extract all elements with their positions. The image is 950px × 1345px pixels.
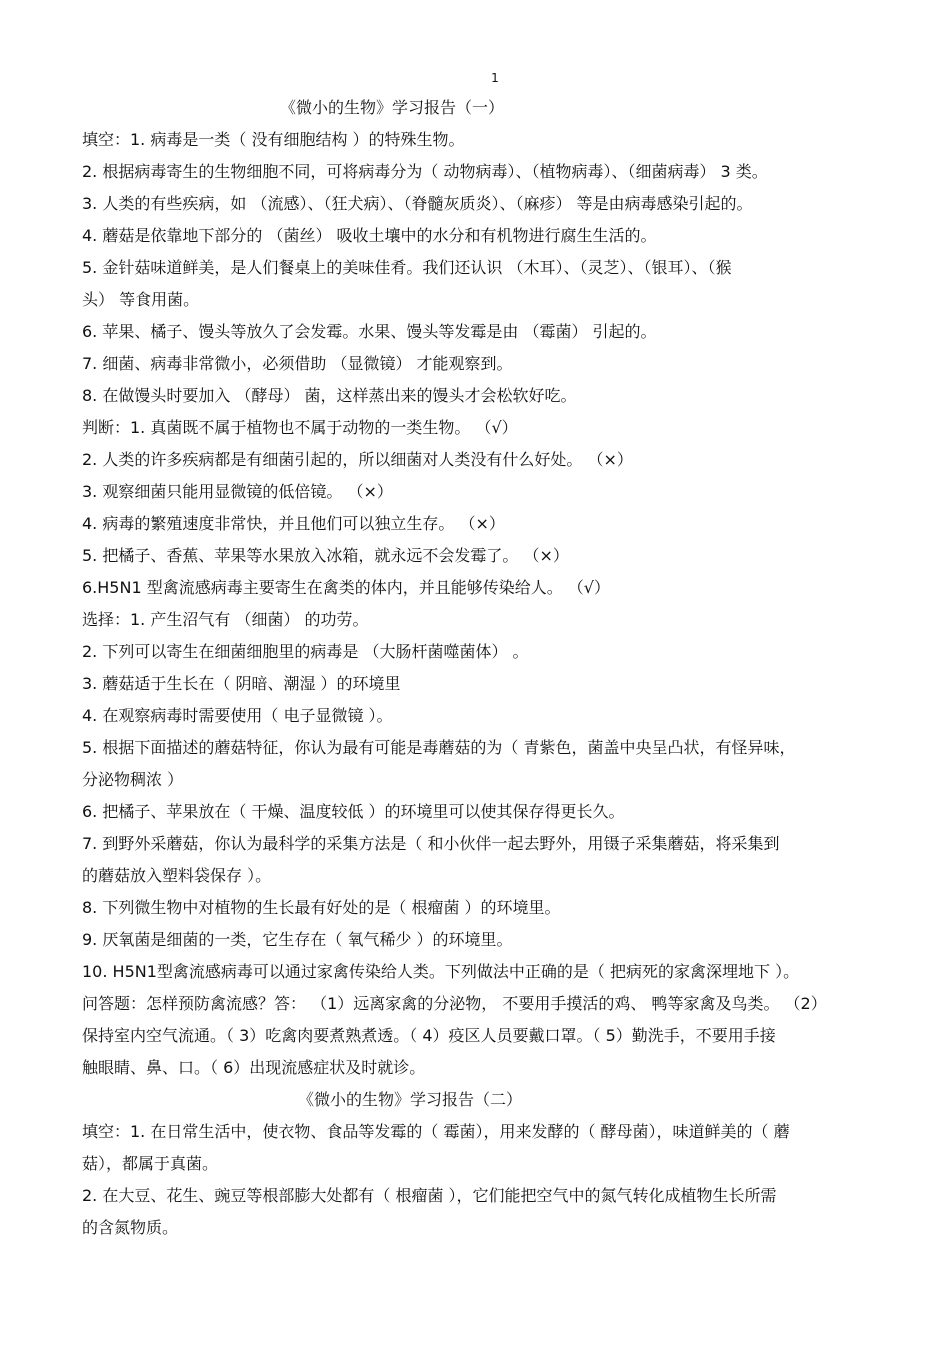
- report-1-line: 头） 等食用菌。: [82, 290, 200, 309]
- report-1-line: 4. 蘑菇是依靠地下部分的 （菌丝） 吸收土壤中的水分和有机物进行腐生生活的。: [82, 226, 657, 245]
- report-1-line: 4. 病毒的繁殖速度非常快，并且他们可以独立生存。 （×）: [82, 514, 505, 533]
- report-1-line: 5. 金针菇味道鲜美，是人们餐桌上的美味佳肴。我们还认识 （木耳）、（灵芝）、（银耳）、（猴: [82, 258, 732, 277]
- report-1-line: 5. 根据下面描述的蘑菇特征，你认为最有可能是毒蘑菇的为（ 青紫色，菌盖中央呈凸状，有怪异味，: [82, 738, 796, 757]
- report-1-line: 填空：1. 病毒是一类（ 没有细胞结构 ）的特殊生物。: [82, 130, 465, 149]
- report-1-line: 问答题：怎样预防禽流感？答： （1）远离家禽的分泌物， 不要用手摸活的鸡、 鸭等家禽及鸟类。 （2）: [82, 994, 827, 1013]
- report-1-line: 2. 人类的许多疾病都是有细菌引起的，所以细菌对人类没有什么好处。 （×）: [82, 450, 633, 469]
- report-1-line: 3. 人类的有些疾病，如 （流感）、（狂犬病）、（脊髓灰质炎）、（麻疹） 等是由病毒感染引起的。: [82, 194, 753, 213]
- report-1-line: 3. 观察细菌只能用显微镜的低倍镜。 （×）: [82, 482, 393, 501]
- report-1-line: 3. 蘑菇适于生长在（ 阴暗、潮湿 ）的环境里: [82, 674, 401, 693]
- report-1-title: 《微小的生物》学习报告（一）: [280, 98, 505, 117]
- report-1-line: 2. 下列可以寄生在细菌细胞里的病毒是 （大肠杆菌噬菌体） 。: [82, 642, 529, 661]
- report-1-line: 8. 下列微生物中对植物的生长最有好处的是（ 根瘤菌 ）的环境里。: [82, 898, 561, 917]
- report-1-line: 7. 细菌、病毒非常微小，必须借助 （显微镜） 才能观察到。: [82, 354, 513, 373]
- report-1-line: 5. 把橘子、香蕉、苹果等水果放入冰箱，就永远不会发霉了。 （×）: [82, 546, 569, 565]
- report-1-line: 的蘑菇放入塑料袋保存 ）。: [82, 866, 272, 885]
- report-1-line: 8. 在做馒头时要加入 （酵母） 菌，这样蒸出来的馒头才会松软好吃。: [82, 386, 577, 405]
- report-1-line: 判断：1. 真菌既不属于植物也不属于动物的一类生物。 （√）: [82, 418, 518, 437]
- report-1-line: 6.H5N1 型禽流感病毒主要寄生在禽类的体内，并且能够传染给人。 （√）: [82, 578, 610, 597]
- report-1-line: 触眼睛、鼻、口。（ 6）出现流感症状及时就诊。: [82, 1058, 426, 1077]
- report-1-line: 2. 根据病毒寄生的生物细胞不同，可将病毒分为（ 动物病毒）、（植物病毒）、（细菌病毒） 3 类。: [82, 162, 768, 181]
- report-1-line: 7. 到野外采蘑菇，你认为最科学的采集方法是（ 和小伙伴一起去野外，用镊子采集蘑菇，将采集到: [82, 834, 780, 853]
- report-2-line: 2. 在大豆、花生、豌豆等根部膨大处都有（ 根瘤菌 ），它们能把空气中的氮气转化成植物生长所需: [82, 1186, 777, 1205]
- report-1-line: 9. 厌氧菌是细菌的一类，它生存在（ 氧气稀少 ）的环境里。: [82, 930, 513, 949]
- report-1-line: 选择：1. 产生沼气有 （细菌） 的功劳。: [82, 610, 369, 629]
- report-1-line: 6. 把橘子、苹果放在（ 干燥、温度较低 ）的环境里可以使其保存得更长久。: [82, 802, 625, 821]
- report-2-line: 填空：1. 在日常生活中，使衣物、食品等发霉的（ 霉菌），用来发酵的（ 酵母菌），味道鲜美的（ 蘑: [82, 1122, 790, 1141]
- report-2-line: 菇），都属于真菌。: [82, 1154, 219, 1173]
- report-1-line: 分泌物稠浓 ）: [82, 770, 184, 789]
- report-2-title: 《微小的生物》学习报告（二）: [298, 1090, 523, 1109]
- report-1-line: 10. H5N1型禽流感病毒可以通过家禽传染给人类。下列做法中正确的是（ 把病死的家禽深埋地下 ）。: [82, 962, 800, 981]
- report-1-line: 6. 苹果、橘子、馒头等放久了会发霉。水果、馒头等发霉是由 （霉菌） 引起的。: [82, 322, 657, 341]
- report-1-line: 4. 在观察病毒时需要使用（ 电子显微镜 ）。: [82, 706, 393, 725]
- report-2-line: 的含氮物质。: [82, 1218, 179, 1237]
- report-1-line: 保持室内空气流通。（ 3）吃禽肉要煮熟煮透。（ 4）疫区人员要戴口罩。（ 5）勤洗手，不要用手接: [82, 1026, 776, 1045]
- page-number: 1: [491, 71, 499, 85]
